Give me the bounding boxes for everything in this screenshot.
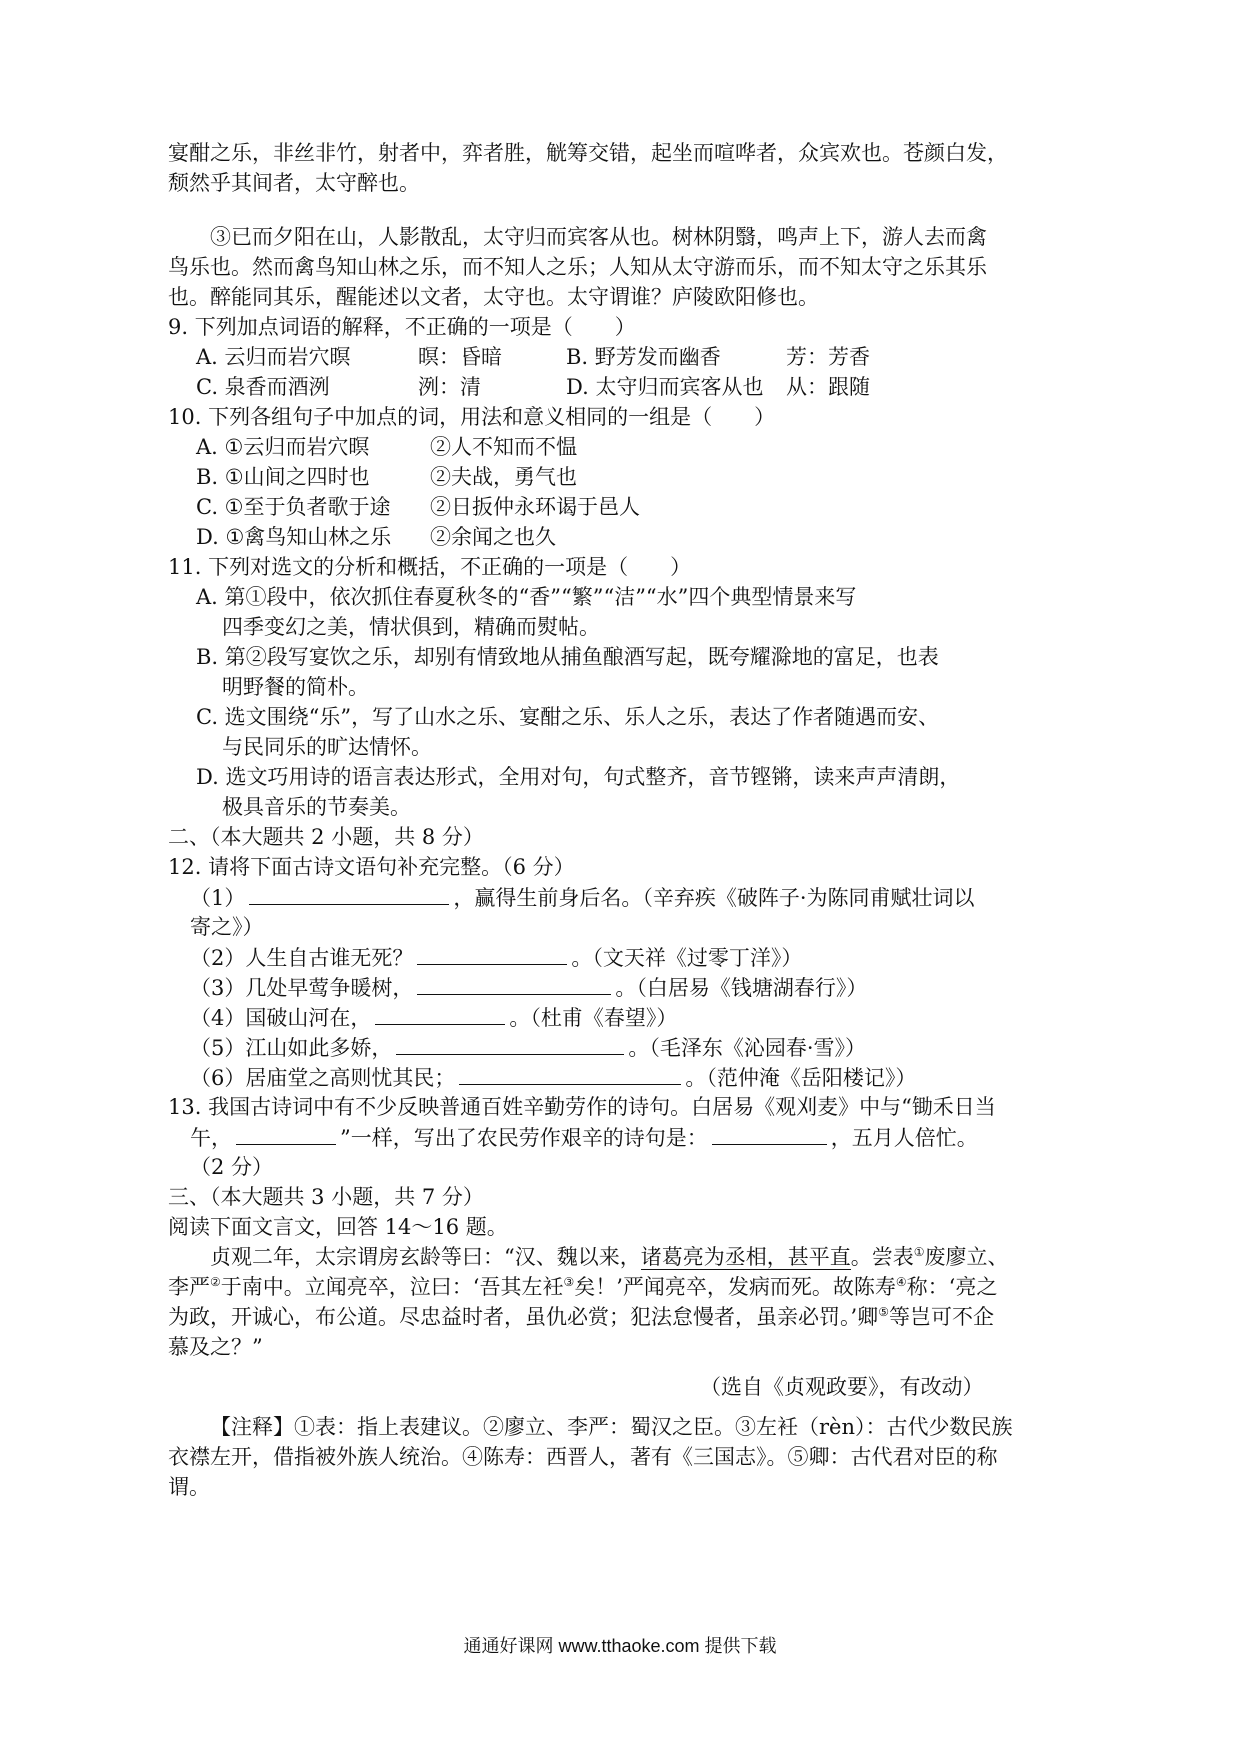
q9-stem: 9. 下列加点词语的解释，不正确的一项是（ ）: [168, 315, 636, 339]
q12-item3-suffix: 。（白居易《钱塘湖春行》）: [615, 976, 868, 1000]
q9-option-a-gloss: 暝：昏暗: [418, 345, 502, 369]
note-marker-3: ③: [563, 1275, 575, 1289]
q12-item5: [190, 1032, 866, 1063]
notes-line2: 衣襟左开，借指被外族人统治。④陈寿：西晋人，著有《三国志》。⑤卿：古代君对臣的称: [168, 1445, 998, 1469]
q12-item5-prefix: （5）江山如此多娇，: [190, 1036, 393, 1060]
passage-line2-b: 矣！’严闻亮卒，发病而死。故陈寿: [574, 1275, 896, 1299]
q13-line2-suffix: ，五月人倍忙。: [830, 1126, 978, 1150]
classical-passage-line4: 慕及之？”: [168, 1335, 263, 1359]
q11-option-c-line2: 与民同乐的旷达情怀。: [222, 735, 432, 759]
note-marker-2: ②: [210, 1275, 221, 1289]
notes-line3: 谓。: [168, 1475, 210, 1499]
q12-item3-prefix: （3）几处早莺争暖树，: [190, 976, 414, 1000]
q10-option-d-1: D. ①禽鸟知山林之乐: [196, 525, 392, 549]
passage-line3-end: 等岂可不企: [888, 1305, 994, 1329]
passage-line2-start: 李严: [168, 1275, 210, 1299]
q13-blank1[interactable]: [236, 1122, 336, 1145]
q13-line2-middle: ”一样，写出了农民劳作艰辛的诗句是：: [340, 1126, 708, 1150]
passage-line2-a: 于南中。立闻亮卒，泣曰：‘吾其左衽: [220, 1275, 564, 1299]
q13-blank2[interactable]: [712, 1122, 827, 1145]
page-footer: 通通好课网 www.tthaoke.com 提供下载: [463, 1636, 777, 1656]
q9-option-b: B. 野芳发而幽香: [566, 345, 721, 369]
q12-stem: 12. 请将下面古诗文语句补充完整。（6 分）: [168, 855, 575, 879]
q13-line2-prefix: 午，: [190, 1126, 232, 1150]
q11-stem: 11. 下列对选文的分析和概括，不正确的一项是（ ）: [168, 555, 692, 579]
q10-option-b-2: ②夫战，勇气也: [430, 465, 577, 489]
note-marker-1: ①: [913, 1245, 925, 1259]
q10-option-c-1: C. ①至于负者歌于途: [196, 495, 391, 519]
q9-option-b-gloss: 芳：芳香: [786, 345, 870, 369]
q12-item3: [190, 972, 867, 1003]
q12-item2-blank[interactable]: [417, 942, 567, 965]
q12-item1-blank[interactable]: [249, 882, 449, 905]
q11-option-d-line2: 极具音乐的节奏美。: [222, 795, 411, 819]
q12-item4-suffix: 。（杜甫《春望》）: [509, 1006, 678, 1030]
q10-option-c-2: ②日扳仲永环谒于邑人: [430, 495, 640, 519]
q10-option-a-2: ②人不知而不愠: [430, 435, 577, 459]
q12-item2: [190, 942, 802, 973]
q9-option-a: A. 云归而岩穴暝: [196, 345, 351, 369]
note-marker-4: ④: [895, 1275, 907, 1289]
q12-item2-suffix: 。（文天祥《过零丁洋》）: [571, 946, 803, 970]
section3-intro: 阅读下面文言文，回答 14～16 题。: [168, 1215, 508, 1239]
passage-line2-end: 称：‘亮之: [906, 1275, 998, 1299]
q11-option-b-line1: B. 第②段写宴饮之乐，却别有情致地从捕鱼酿酒写起，既夸耀滁地的富足，也表: [196, 645, 939, 669]
note-marker-5: ⑤: [878, 1305, 889, 1319]
q11-option-a-line2: 四季变幻之美，情状俱到，精确而熨帖。: [222, 615, 600, 639]
passage-line3-start: 为政，开诚心，布公道。尽忠益时者，虽仇必赏；犯法怠慢者，虽亲必罚。’卿: [168, 1305, 879, 1329]
passage-p2-line1: 宴酣之乐，非丝非竹，射者中，弈者胜，觥筹交错，起坐而喧哗者，众宾欢也。苍颜白发，: [168, 141, 1008, 165]
passage-p3-line1: ③已而夕阳在山，人影散乱，太守归而宾客从也。树林阴翳，鸣声上下，游人去而禽: [210, 225, 987, 249]
q12-item1-continued: 寄之》）: [190, 915, 264, 939]
q10-stem: 10. 下列各组句子中加点的词，用法和意义相同的一组是（ ）: [168, 405, 776, 429]
q9-option-d-gloss: 从：跟随: [786, 375, 870, 399]
q12-item6: [190, 1062, 916, 1093]
q11-option-c-line1: C. 选文围绕“乐”，写了山水之乐、宴酣之乐、乐人之乐，表达了作者随遇而安、: [196, 705, 940, 729]
passage-line1-end: 废廖立、: [924, 1245, 1009, 1269]
section3-title: 三、（本大题共 3 小题，共 7 分）: [168, 1185, 484, 1209]
passage-p3-line2: 鸟乐也。然而禽鸟知山林之乐，而不知人之乐；人知从太守游而乐，而不知太守之乐其乐: [168, 255, 987, 279]
passage-line1-mid: 。尝表: [850, 1245, 914, 1269]
passage-p2-line2: 颓然乎其间者，太守醉也。: [168, 171, 420, 195]
passage-p3-line3: 也。醉能同其乐，醒能述以文者，太守也。太守谓谁？庐陵欧阳修也。: [168, 285, 819, 309]
passage-line1-start: 贞观二年，太宗谓房玄龄等曰：“汉、魏以来，: [210, 1245, 641, 1269]
q11-option-a-line1: A. 第①段中，依次抓住春夏秋冬的“香”“繁”“洁”“水”四个典型情景来写: [196, 585, 857, 609]
q12-item1: [190, 882, 975, 913]
q12-item6-prefix: （6）居庙堂之高则忧其民；: [190, 1066, 456, 1090]
q12-item4-blank[interactable]: [375, 1002, 505, 1025]
q12-item2-prefix: （2）人生自古谁无死？: [190, 946, 414, 970]
notes-line1: 【注释】①表：指上表建议。②廖立、李严：蜀汉之臣。③左衽（rèn）：古代少数民族: [210, 1415, 1013, 1439]
q11-option-b-line2: 明野餐的简朴。: [222, 675, 369, 699]
q10-option-b-1: B. ①山间之四时也: [196, 465, 370, 489]
q9-option-d: D. 太守归而宾客从也: [566, 375, 764, 399]
q12-item5-blank[interactable]: [396, 1032, 624, 1055]
classical-passage-line2: [168, 1272, 997, 1302]
underlined-sentence: 诸葛亮为丞相，甚平直: [640, 1245, 851, 1269]
classical-passage-line1: [210, 1242, 1009, 1272]
q9-option-c: C. 泉香而酒洌: [196, 375, 330, 399]
q13-score: （2 分）: [190, 1155, 274, 1179]
q12-item5-suffix: 。（毛泽东《沁园春·雪》）: [628, 1036, 867, 1060]
q9-option-c-gloss: 洌：清: [418, 375, 481, 399]
classical-passage-line3: [168, 1302, 994, 1332]
q11-option-d-line1: D. 选文巧用诗的语言表达形式，全用对句，句式整齐，音节铿锵，读来声声清朗，: [196, 765, 961, 789]
q13-line2: [190, 1122, 978, 1153]
section2-title: 二、（本大题共 2 小题，共 8 分）: [168, 825, 484, 849]
q12-item1-prefix: （1）: [190, 886, 246, 910]
q12-item6-blank[interactable]: [459, 1062, 681, 1085]
q10-option-d-2: ②余闻之也久: [430, 525, 556, 549]
q12-item4-prefix: （4）国破山河在，: [190, 1006, 372, 1030]
q10-option-a-1: A. ①云归而岩穴暝: [196, 435, 370, 459]
q13-line1: 13. 我国古诗词中有不少反映普通百姓辛勤劳作的诗句。白居易《观刈麦》中与“锄禾日当: [168, 1095, 996, 1119]
q12-item6-suffix: 。（范仲淹《岳阳楼记》）: [685, 1066, 917, 1090]
q12-item3-blank[interactable]: [417, 972, 611, 995]
passage-source: （选自《贞观政要》，有改动）: [700, 1375, 984, 1399]
q12-item4: [190, 1002, 677, 1033]
q12-item1-suffix: ，赢得生前身后名。（辛弃疾《破阵子·为陈同甫赋壮词以: [453, 886, 975, 910]
